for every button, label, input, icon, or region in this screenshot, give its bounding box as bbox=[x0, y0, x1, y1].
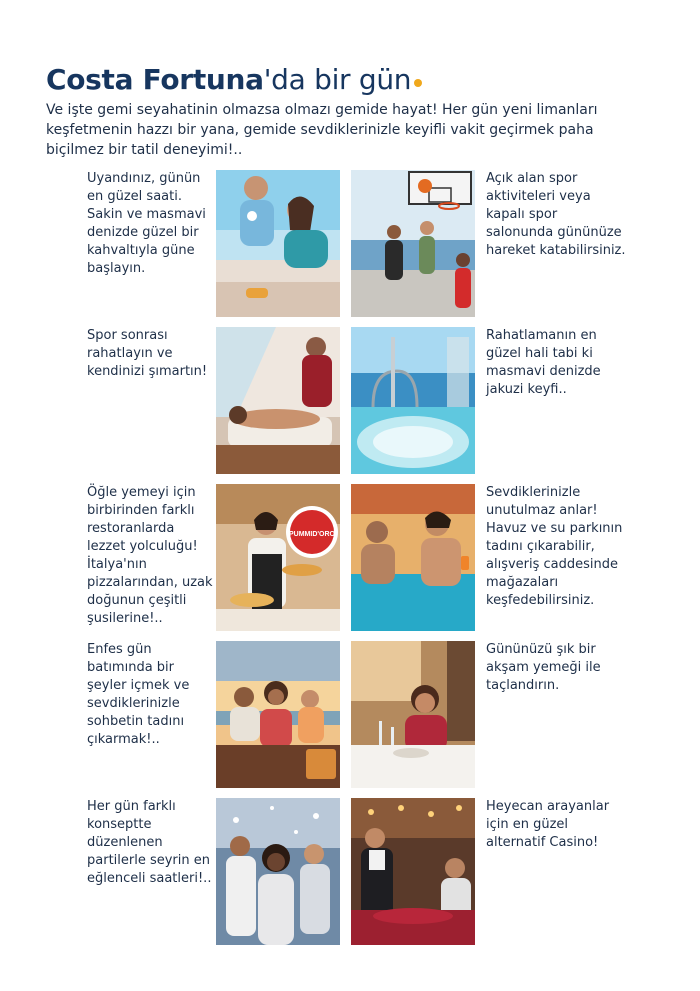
caption-restaurant: Öğle yemeyi için birbirinden farklı restoranlarda lezzet yolculuğu! İtalya'nın pizzalarından, uzak doğunun çeşitli şusilerine!.. bbox=[87, 485, 213, 626]
breakfast-photo bbox=[216, 170, 340, 317]
caption-dinner: Gününüzü şık bir akşam yemeği ile taçlandırın. bbox=[486, 642, 601, 693]
title-rest: 'da bir gün bbox=[263, 63, 412, 96]
caption-party: Her gün farklı konseptte düzenlenen partilerle seyrin en eğlenceli saatleri!.. bbox=[87, 799, 212, 886]
caption-sports: Açık alan spor aktiviteleri veya kapalı spor salonunda gününüze hareket katabilirsiniz. bbox=[486, 171, 626, 258]
caption-jacuzzi: Rahatlamanın en güzel hali tabi ki masmavi denizde jakuzi keyfi.. bbox=[486, 328, 601, 397]
restaurant-sign-text: PUMMID'ORO bbox=[289, 531, 335, 538]
intro-paragraph: Ve işte gemi seyahatinin olmazsa olmazı gemide hayat! Her gün yeni limanları keşfetmenin hazzı bir yana, gemide sevdiklerinizle keyifli vakit geçirmek paha biçilmez bir tatil deneyimi!.. bbox=[46, 102, 598, 158]
title-dot bbox=[414, 79, 422, 87]
sunset-bar-photo bbox=[216, 641, 340, 788]
title-brand: Costa Fortuna bbox=[46, 63, 264, 96]
dinner-photo bbox=[351, 641, 475, 788]
caption-pool: Sevdiklerinizle unutulmaz anlar! Havuz ve su parkının tadını çıkarabilir, alışveriş caddesinde mağazaları keşfedebilirsiniz. bbox=[486, 485, 623, 608]
caption-sunset: Enfes gün batımında bir şeyler içmek ve sevdiklerinizle sohbetin tadını çıkarmak!.. bbox=[87, 642, 190, 747]
jacuzzi-photo bbox=[351, 327, 475, 474]
basketball-photo bbox=[351, 170, 475, 317]
casino-photo bbox=[351, 798, 475, 945]
page-title bbox=[46, 62, 422, 98]
caption-casino: Heyecan arayanlar için en güzel alternatif Casino! bbox=[486, 799, 610, 850]
caption-massage: Spor sonrası rahatlayın ve kendinizi şımartın! bbox=[87, 328, 208, 379]
massage-photo bbox=[216, 327, 340, 474]
caption-breakfast: Uyandınız, günün en güzel saati. Sakin ve masmavi denizde güzel bir kahvaltıyla güne başlayın. bbox=[87, 171, 206, 276]
party-photo bbox=[216, 798, 340, 945]
pool-friends-photo bbox=[351, 484, 475, 631]
pizza-restaurant-photo bbox=[216, 484, 340, 631]
